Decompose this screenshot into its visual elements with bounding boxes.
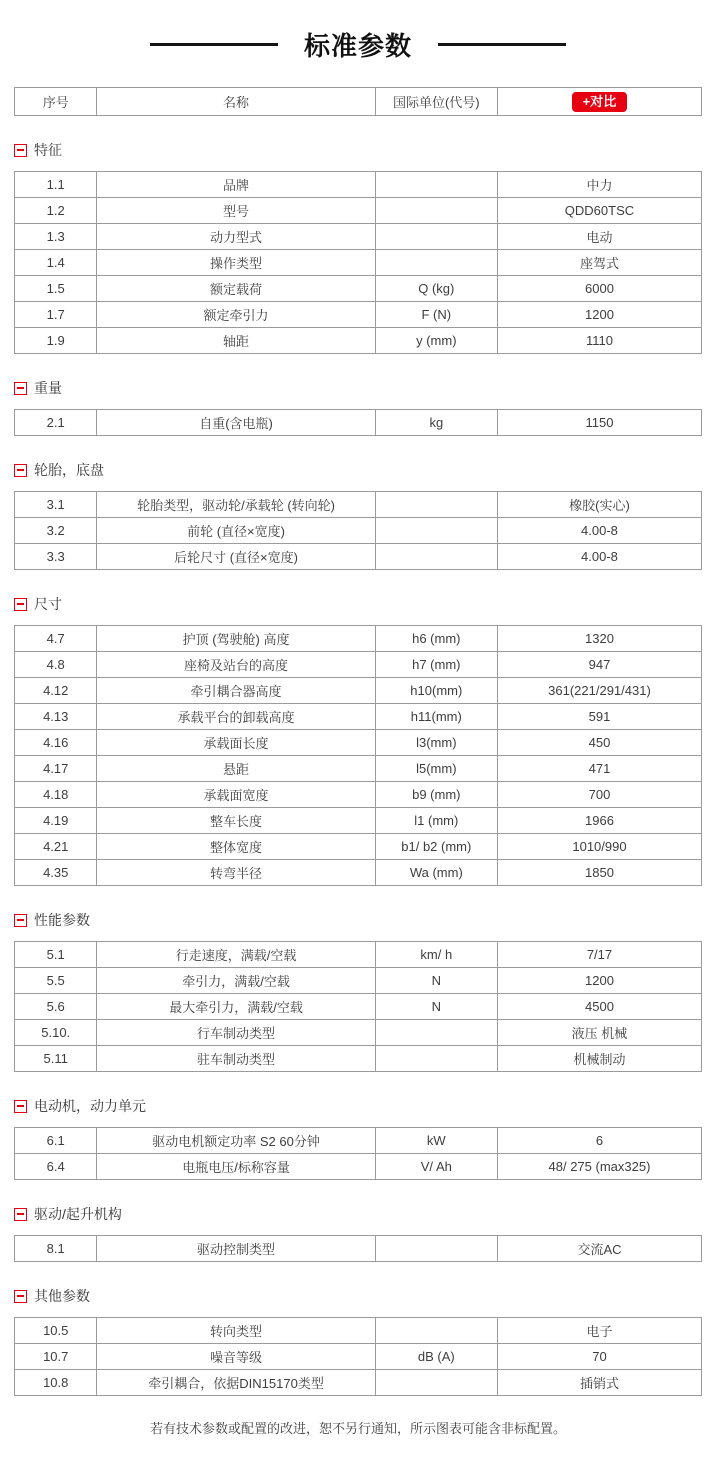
collapse-minus-icon[interactable] [14,914,27,927]
table-row [15,1370,702,1396]
table-row [15,328,702,354]
cell-value: 4500 [497,994,701,1020]
collapse-minus-icon[interactable] [14,1208,27,1221]
table-row [15,410,702,436]
cell-value: 591 [497,704,701,730]
cell-unit [375,1318,497,1344]
collapse-minus-icon[interactable] [14,464,27,477]
cell-no: 4.8 [15,652,97,678]
collapse-minus-icon[interactable] [14,382,27,395]
section-title: 尺寸 [34,596,62,612]
compare-button[interactable]: +对比 [572,92,628,112]
cell-no: 4.19 [15,808,97,834]
table-row [15,704,702,730]
section-title: 轮胎，底盘 [34,462,104,478]
header-col-unit: 国际单位(代号) [375,88,497,116]
cell-value: 7/17 [497,942,701,968]
cell-name: 牵引耦合，依据DIN15170类型 [97,1370,375,1396]
table-row [15,198,702,224]
cell-name: 后轮尺寸 (直径×宽度) [97,544,375,570]
cell-no: 1.3 [15,224,97,250]
cell-name: 轮胎类型，驱动轮/承载轮 (转向轮) [97,492,375,518]
cell-no: 10.7 [15,1344,97,1370]
cell-value: 液压 机械 [497,1020,701,1046]
cell-no: 1.2 [15,198,97,224]
section-table [14,1317,702,1396]
cell-unit: h11(mm) [375,704,497,730]
section-header[interactable] [14,1286,702,1306]
table-row [15,860,702,886]
cell-unit [375,224,497,250]
cell-value: 中力 [497,172,701,198]
cell-value: 70 [497,1344,701,1370]
table-row [15,626,702,652]
cell-no: 5.11 [15,1046,97,1072]
section-header[interactable] [14,1204,702,1224]
cell-name: 转向类型 [97,1318,375,1344]
cell-name: 承载平台的卸载高度 [97,704,375,730]
cell-name: 操作类型 [97,250,375,276]
table-row [15,1128,702,1154]
cell-no: 1.7 [15,302,97,328]
table-row [15,968,702,994]
cell-unit [375,1020,497,1046]
cell-unit: N [375,968,497,994]
cell-unit: l3(mm) [375,730,497,756]
cell-value: 6000 [497,276,701,302]
cell-no: 5.1 [15,942,97,968]
cell-name: 护顶 (驾驶舱) 高度 [97,626,375,652]
section-header[interactable] [14,910,702,930]
cell-no: 4.18 [15,782,97,808]
cell-name: 电瓶电压/标称容量 [97,1154,375,1180]
section-title: 电动机，动力单元 [34,1098,146,1114]
section-header[interactable] [14,1096,702,1116]
cell-value: 插销式 [497,1370,701,1396]
cell-unit [375,518,497,544]
cell-value: 1110 [497,328,701,354]
cell-no: 4.17 [15,756,97,782]
cell-unit [375,492,497,518]
cell-no: 4.35 [15,860,97,886]
cell-unit: km/ h [375,942,497,968]
cell-no: 1.4 [15,250,97,276]
cell-name: 行走速度，满载/空载 [97,942,375,968]
cell-unit: F (N) [375,302,497,328]
cell-no: 1.9 [15,328,97,354]
cell-name: 最大牵引力，满载/空载 [97,994,375,1020]
cell-unit: h6 (mm) [375,626,497,652]
cell-value: 1010/990 [497,834,701,860]
cell-name: 行车制动类型 [97,1020,375,1046]
title-decor-line-left [150,43,278,46]
cell-unit: b1/ b2 (mm) [375,834,497,860]
section-table [14,1235,702,1262]
cell-unit: kg [375,410,497,436]
cell-value: 48/ 275 (max325) [497,1154,701,1180]
cell-value: 橡胶(实心) [497,492,701,518]
cell-name: 额定牵引力 [97,302,375,328]
cell-value: 947 [497,652,701,678]
cell-value: 1850 [497,860,701,886]
table-row [15,302,702,328]
section-header[interactable] [14,594,702,614]
cell-value: 1150 [497,410,701,436]
cell-value: 电子 [497,1318,701,1344]
cell-name: 承载面宽度 [97,782,375,808]
section-table [14,625,702,886]
cell-unit: kW [375,1128,497,1154]
cell-unit: y (mm) [375,328,497,354]
section [14,460,702,570]
cell-no: 4.7 [15,626,97,652]
cell-value: QDD60TSC [497,198,701,224]
cell-no: 10.5 [15,1318,97,1344]
cell-name: 动力型式 [97,224,375,250]
page-title: 标准参数 [303,31,412,61]
cell-unit [375,1236,497,1262]
table-row [15,492,702,518]
header-col-no: 序号 [15,88,97,116]
cell-unit [375,172,497,198]
cell-name: 整车长度 [97,808,375,834]
section-table [14,409,702,436]
header-col-compare [497,88,701,116]
cell-value: 450 [497,730,701,756]
cell-name: 整体宽度 [97,834,375,860]
table-row [15,730,702,756]
cell-value: 4.00-8 [497,518,701,544]
table-row [15,808,702,834]
cell-name: 牵引力，满载/空载 [97,968,375,994]
table-row [15,544,702,570]
title-decor-line-right [438,43,566,46]
section-title: 重量 [34,380,62,396]
cell-no: 3.1 [15,492,97,518]
section-table [14,941,702,1072]
collapse-minus-icon[interactable] [14,598,27,611]
cell-no: 10.8 [15,1370,97,1396]
collapse-minus-icon[interactable] [14,1100,27,1113]
header-col-name: 名称 [97,88,375,116]
section [14,1204,702,1262]
cell-name: 转弯半径 [97,860,375,886]
section-table [14,1127,702,1180]
section-header[interactable] [14,140,702,160]
section [14,1096,702,1180]
sections-container [14,140,702,1396]
cell-value: 座驾式 [497,250,701,276]
cell-name: 前轮 (直径×宽度) [97,518,375,544]
cell-unit: N [375,994,497,1020]
table-row [15,1236,702,1262]
cell-no: 1.5 [15,276,97,302]
cell-value: 机械制动 [497,1046,701,1072]
cell-value: 471 [497,756,701,782]
section-table [14,491,702,570]
cell-name: 悬距 [97,756,375,782]
table-row [15,1046,702,1072]
footer-note: 若有技术参数或配置的改进，恕不另行通知，所示图表可能含非标配置。 [149,1421,566,1436]
cell-name: 噪音等级 [97,1344,375,1370]
cell-name: 驻车制动类型 [97,1046,375,1072]
cell-no: 3.2 [15,518,97,544]
table-row [15,1020,702,1046]
collapse-minus-icon[interactable] [14,1290,27,1303]
cell-no: 4.16 [15,730,97,756]
cell-value: 1200 [497,302,701,328]
cell-name: 轴距 [97,328,375,354]
table-row [15,518,702,544]
section [14,140,702,354]
cell-name: 承载面长度 [97,730,375,756]
cell-unit [375,544,497,570]
cell-name: 自重(含电瓶) [97,410,375,436]
table-row [15,224,702,250]
cell-no: 6.4 [15,1154,97,1180]
table-row [15,782,702,808]
cell-no: 4.21 [15,834,97,860]
cell-unit: dB (A) [375,1344,497,1370]
section-table [14,171,702,354]
cell-unit: l1 (mm) [375,808,497,834]
cell-unit [375,1370,497,1396]
cell-unit: h7 (mm) [375,652,497,678]
section [14,594,702,886]
table-row [15,834,702,860]
section [14,378,702,436]
table-row [15,756,702,782]
cell-no: 1.1 [15,172,97,198]
section [14,910,702,1072]
cell-value: 交流AC [497,1236,701,1262]
table-row [15,276,702,302]
cell-name: 驱动电机额定功率 S2 60分钟 [97,1128,375,1154]
section-title: 其他参数 [34,1288,90,1304]
cell-unit [375,250,497,276]
cell-unit: V/ Ah [375,1154,497,1180]
section-header[interactable] [14,460,702,480]
page-title-block [14,0,702,87]
cell-name: 驱动控制类型 [97,1236,375,1262]
section [14,1286,702,1396]
cell-unit: l5(mm) [375,756,497,782]
cell-no: 5.10. [15,1020,97,1046]
cell-unit [375,198,497,224]
cell-unit: b9 (mm) [375,782,497,808]
header-table [14,87,702,116]
header-row [15,88,702,116]
cell-name: 额定载荷 [97,276,375,302]
table-row [15,994,702,1020]
cell-value: 361(221/291/431) [497,678,701,704]
table-row [15,1344,702,1370]
cell-name: 座椅及站台的高度 [97,652,375,678]
table-row [15,942,702,968]
table-row [15,652,702,678]
section-title: 驱动/起升机构 [34,1206,122,1222]
cell-unit: h10(mm) [375,678,497,704]
cell-value: 1320 [497,626,701,652]
cell-name: 品牌 [97,172,375,198]
cell-value: 4.00-8 [497,544,701,570]
cell-name: 型号 [97,198,375,224]
cell-no: 5.5 [15,968,97,994]
cell-value: 6 [497,1128,701,1154]
section-title: 特征 [34,142,62,158]
table-row [15,678,702,704]
cell-no: 8.1 [15,1236,97,1262]
table-row [15,1318,702,1344]
table-row [15,250,702,276]
section-header[interactable] [14,378,702,398]
cell-no: 4.12 [15,678,97,704]
cell-unit: Q (kg) [375,276,497,302]
cell-no: 4.13 [15,704,97,730]
table-row [15,1154,702,1180]
cell-no: 6.1 [15,1128,97,1154]
cell-name: 牵引耦合器高度 [97,678,375,704]
cell-value: 700 [497,782,701,808]
section-title: 性能参数 [34,912,90,928]
cell-value: 1200 [497,968,701,994]
cell-value: 电动 [497,224,701,250]
table-row [15,172,702,198]
cell-no: 3.3 [15,544,97,570]
cell-no: 5.6 [15,994,97,1020]
cell-no: 2.1 [15,410,97,436]
cell-value: 1966 [497,808,701,834]
cell-unit: Wa (mm) [375,860,497,886]
collapse-minus-icon[interactable] [14,144,27,157]
cell-unit [375,1046,497,1072]
